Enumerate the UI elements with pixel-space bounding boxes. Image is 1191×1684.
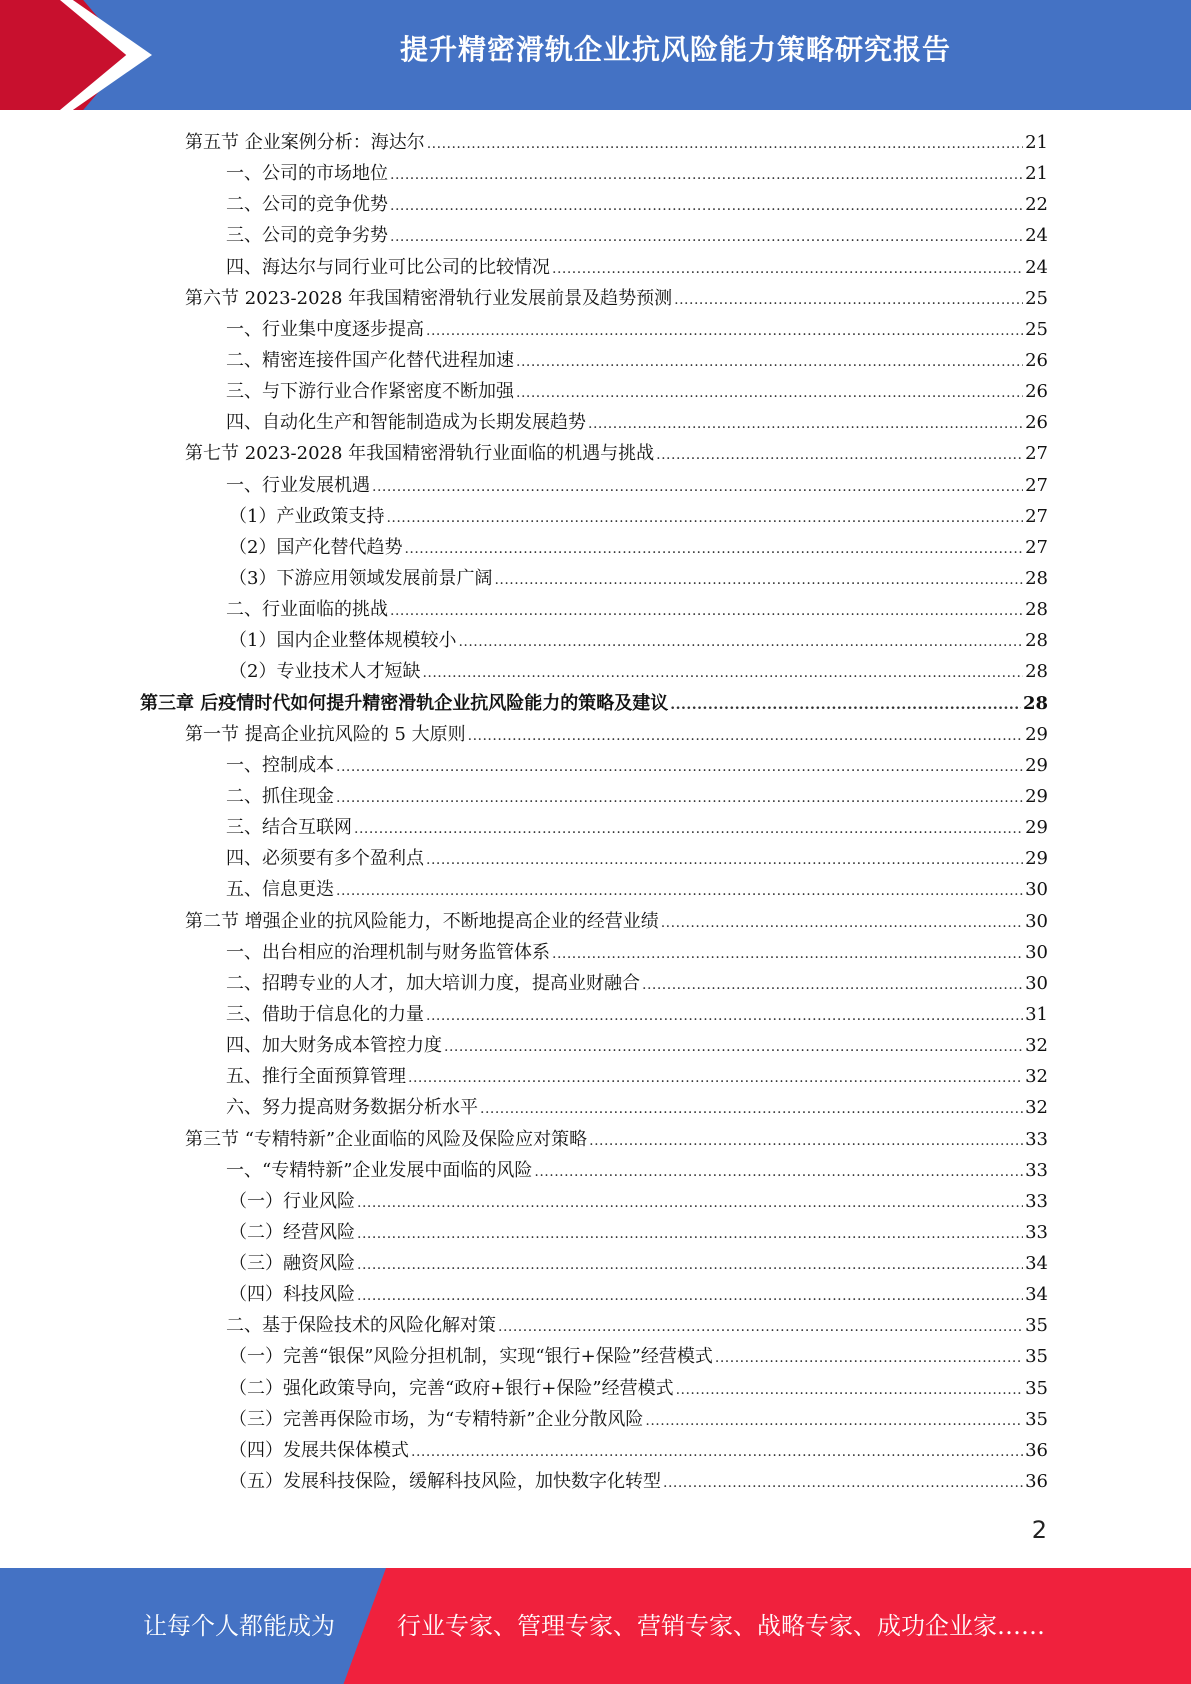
toc-entry-title: 第六节 2023-2028 年我国精密滑轨行业发展前景及趋势预测 [185,287,673,309]
toc-subsection-entry[interactable] [140,470,1048,501]
toc-entry-page-number: 35 [1025,1377,1048,1399]
toc-entry-title: 一、行业发展机遇 [226,474,370,496]
toc-entry-title: 三、借助于信息化的力量 [226,1003,424,1025]
toc-entry-title: 三、结合互联网 [226,817,352,839]
toc-section-entry[interactable] [140,1124,1048,1155]
toc-subsection-entry[interactable] [140,532,1048,563]
toc-entry-page-number: 27 [1025,536,1048,558]
toc-subsection-entry[interactable] [140,563,1048,594]
toc-entry-page-number: 26 [1025,412,1048,434]
toc-entry-title: （1）国内企业整体规模较小 [229,630,457,652]
toc-subsection-entry[interactable] [140,937,1048,968]
toc-entry-title: 一、“专精特新”企业发展中面临的风险 [226,1159,533,1181]
toc-subsection-entry[interactable] [140,189,1048,220]
toc-subsection-entry[interactable] [140,376,1048,407]
toc-entry-title: （三）融资风险 [229,1253,355,1275]
toc-entry-title: 一、控制成本 [226,754,334,776]
toc-dot-leader [516,378,1023,409]
toc-entry-title: 五、信息更迭 [226,879,334,901]
toc-entry-page-number: 27 [1025,505,1048,527]
toc-entry-page-number: 27 [1025,443,1048,465]
toc-entry-page-number: 33 [1025,1128,1048,1150]
toc-entry-title: 二、行业面临的挑战 [226,599,388,621]
toc-dot-leader [427,129,1023,160]
header-red-arrow-decoration [0,0,130,110]
toc-subsection-entry[interactable] [140,1155,1048,1186]
toc-entry-title: （四）科技风险 [229,1284,355,1306]
toc-entry-page-number: 33 [1025,1190,1048,1212]
toc-entry-title: 三、公司的竞争劣势 [226,225,388,247]
toc-entry-page-number: 26 [1025,381,1048,403]
toc-dot-leader [676,1375,1024,1406]
toc-dot-leader [422,658,1023,689]
toc-entry-page-number: 36 [1025,1471,1048,1493]
toc-entry-title: 二、基于保险技术的风险化解对策 [226,1315,496,1337]
toc-entry-page-number: 30 [1025,941,1048,963]
toc-entry-title: （一）完善“银保”风险分担机制，实现“银行+保险”经营模式 [229,1346,713,1368]
toc-dot-leader [390,160,1023,191]
toc-section-entry[interactable] [140,906,1048,937]
toc-subsection-entry[interactable] [140,1435,1048,1466]
toc-dot-leader [408,1063,1023,1094]
toc-subsection-entry[interactable] [140,656,1048,687]
toc-subsection-entry[interactable] [140,781,1048,812]
toc-dot-leader [357,1188,1023,1219]
toc-entry-title: 四、加大财务成本管控力度 [226,1035,442,1057]
toc-entry-page-number: 32 [1025,1097,1048,1119]
toc-dot-leader [357,1250,1023,1281]
toc-entry-title: （一）行业风险 [229,1190,355,1212]
toc-entry-title: 四、必须要有多个盈利点 [226,848,424,870]
toc-subsection-entry[interactable] [140,1186,1048,1217]
toc-entry-title: （3）下游应用领域发展前景广阔 [229,567,493,589]
toc-dot-leader [357,1219,1023,1250]
toc-entry-page-number: 29 [1025,848,1048,870]
toc-entry-title: 第二节 增强企业的抗风险能力，不断地提高企业的经营业绩 [185,910,659,932]
toc-subsection-entry[interactable] [140,1341,1048,1372]
toc-entry-page-number: 31 [1025,1003,1048,1025]
toc-dot-leader [494,565,1023,596]
toc-subsection-entry[interactable] [140,158,1048,189]
toc-entry-title: （三）完善再保险市场，为“专精特新”企业分散风险 [229,1408,644,1430]
table-of-contents [140,127,1048,1497]
page-footer [0,1568,1191,1684]
toc-entry-title: 第一节 提高企业抗风险的 5 大原则 [185,723,466,745]
toc-entry-title: （2）专业技术人才短缺 [229,661,421,683]
toc-entry-page-number: 24 [1025,256,1048,278]
toc-subsection-entry[interactable] [140,345,1048,376]
toc-dot-leader [386,503,1023,534]
toc-entry-page-number: 35 [1025,1346,1048,1368]
page-number: 2 [1031,1516,1047,1544]
toc-subsection-entry[interactable] [140,1092,1048,1123]
toc-dot-leader [411,1437,1023,1468]
toc-entry-page-number: 28 [1025,630,1048,652]
toc-entry-title: 一、公司的市场地位 [226,163,388,185]
toc-entry-title: 一、出台相应的治理机制与财务监管体系 [226,941,550,963]
toc-entry-title: （五）发展科技保险，缓解科技风险，加快数字化转型 [229,1471,661,1493]
toc-entry-page-number: 25 [1025,318,1048,340]
toc-entry-page-number: 32 [1025,1035,1048,1057]
toc-chapter-entry[interactable] [140,688,1048,719]
toc-subsection-entry[interactable] [140,407,1048,438]
toc-dot-leader [336,876,1023,907]
toc-entry-title: 二、精密连接件国产化替代进程加速 [226,349,514,371]
toc-entry-title: （二）强化政策导向，完善“政府+银行+保险”经营模式 [229,1377,674,1399]
toc-entry-title: 四、自动化生产和智能制造成为长期发展趋势 [226,412,586,434]
toc-entry-page-number: 28 [1025,599,1048,621]
toc-entry-page-number: 33 [1025,1221,1048,1243]
toc-subsection-entry[interactable] [140,1217,1048,1248]
toc-entry-title: 第七节 2023-2028 年我国精密滑轨行业面临的机遇与挑战 [185,443,655,465]
toc-subsection-entry[interactable] [140,968,1048,999]
toc-entry-page-number: 26 [1025,349,1048,371]
toc-entry-page-number: 33 [1025,1159,1048,1181]
page-header [0,0,1191,110]
toc-entry-page-number: 34 [1025,1253,1048,1275]
toc-entry-page-number: 28 [1022,692,1048,714]
toc-entry-page-number: 29 [1025,817,1048,839]
toc-dot-leader [663,1468,1023,1499]
toc-entry-page-number: 32 [1025,1066,1048,1088]
toc-dot-leader [468,721,1023,752]
footer-slogan-left: 让每个人都能成为 [143,1612,335,1640]
toc-dot-leader [516,347,1023,378]
toc-entry-title: 第五节 企业案例分析：海达尔 [185,132,425,153]
toc-entry-page-number: 29 [1025,723,1048,745]
toc-entry-title: 五、推行全面预算管理 [226,1066,406,1088]
toc-entry-page-number: 30 [1025,910,1048,932]
toc-entry-page-number: 29 [1025,785,1048,807]
toc-entry-title: 二、公司的竞争优势 [226,194,388,216]
toc-subsection-entry[interactable] [140,1466,1048,1497]
toc-dot-leader [426,316,1023,347]
toc-entry-page-number: 30 [1025,972,1048,994]
toc-dot-leader [444,1032,1023,1063]
toc-dot-leader [715,1343,1023,1374]
toc-entry-page-number: 21 [1025,132,1048,153]
toc-subsection-entry[interactable] [140,625,1048,656]
toc-dot-leader [534,1157,1023,1188]
toc-dot-leader [357,1281,1023,1312]
toc-subsection-entry[interactable] [140,1310,1048,1341]
toc-entry-page-number: 34 [1025,1284,1048,1306]
toc-subsection-entry[interactable] [140,1061,1048,1092]
toc-entry-page-number: 29 [1025,754,1048,776]
toc-subsection-entry[interactable] [140,874,1048,905]
toc-dot-leader [336,752,1023,783]
toc-entry-page-number: 21 [1025,163,1048,185]
toc-section-entry[interactable] [140,127,1048,158]
toc-dot-leader [390,596,1023,627]
toc-subsection-entry[interactable] [140,1030,1048,1061]
toc-entry-title: （二）经营风险 [229,1221,355,1243]
toc-subsection-entry[interactable] [140,1279,1048,1310]
toc-subsection-entry[interactable] [140,314,1048,345]
toc-dot-leader [656,440,1023,471]
toc-entry-title: （四）发展共保体模式 [229,1439,409,1461]
toc-dot-leader [336,783,1023,814]
toc-subsection-entry[interactable] [140,999,1048,1030]
toc-entry-page-number: 25 [1025,287,1048,309]
toc-entry-title: 第三节 “专精特新”企业面临的风险及保险应对策略 [185,1128,588,1150]
toc-dot-leader [354,814,1023,845]
toc-dot-leader [372,472,1023,503]
toc-dot-leader [645,1406,1023,1437]
toc-dot-leader [390,191,1023,222]
toc-dot-leader [661,908,1023,939]
toc-dot-leader [674,285,1023,316]
toc-entry-page-number: 22 [1025,194,1048,216]
toc-subsection-entry[interactable] [140,1404,1048,1435]
toc-dot-leader [404,534,1023,565]
toc-dot-leader [552,254,1023,285]
toc-entry-title: （2）国产化替代趋势 [229,536,403,558]
toc-dot-leader [480,1094,1023,1125]
toc-section-entry[interactable] [140,438,1048,469]
toc-entry-page-number: 35 [1025,1408,1048,1430]
toc-dot-leader [458,627,1023,658]
toc-subsection-entry[interactable] [140,1248,1048,1279]
toc-dot-leader [426,1001,1023,1032]
toc-entry-title: 四、海达尔与同行业可比公司的比较情况 [226,256,550,278]
toc-section-entry[interactable] [140,283,1048,314]
toc-dot-leader [589,1126,1023,1157]
footer-slogan-right: 行业专家、管理专家、营销专家、战略专家、成功企业家…… [397,1612,1045,1640]
toc-dot-leader [498,1312,1023,1343]
toc-dot-leader [552,939,1023,970]
toc-entry-page-number: 28 [1025,567,1048,589]
report-title: 提升精密滑轨企业抗风险能力策略研究报告 [399,33,951,66]
toc-entry-page-number: 36 [1025,1439,1048,1461]
toc-entry-title: 六、努力提高财务数据分析水平 [226,1097,478,1119]
toc-section-entry[interactable] [140,719,1048,750]
toc-subsection-entry[interactable] [140,501,1048,532]
toc-dot-leader [426,845,1023,876]
toc-entry-title: 二、抓住现金 [226,785,334,807]
toc-subsection-entry[interactable] [140,220,1048,251]
toc-entry-title: 二、招聘专业的人才，加大培训力度，提高业财融合 [226,972,640,994]
toc-entry-title: 一、行业集中度逐步提高 [226,318,424,340]
toc-subsection-entry[interactable] [140,843,1048,874]
toc-entry-page-number: 30 [1025,879,1048,901]
toc-entry-page-number: 24 [1025,225,1048,247]
toc-entry-title: （1）产业政策支持 [229,505,385,527]
toc-subsection-entry[interactable] [140,594,1048,625]
toc-subsection-entry[interactable] [140,812,1048,843]
toc-subsection-entry[interactable] [140,750,1048,781]
toc-entry-page-number: 28 [1025,661,1048,683]
toc-subsection-entry[interactable] [140,1373,1048,1404]
toc-dot-leader [390,222,1023,253]
toc-dot-leader [642,970,1023,1001]
toc-dot-leader [588,409,1023,440]
toc-dot-leader [670,690,1021,721]
toc-entry-page-number: 27 [1025,474,1048,496]
toc-entry-page-number: 35 [1025,1315,1048,1337]
toc-entry-title: 三、与下游行业合作紧密度不断加强 [226,381,514,403]
toc-subsection-entry[interactable] [140,252,1048,283]
toc-entry-title: 第三章 后疫情时代如何提升精密滑轨企业抗风险能力的策略及建议 [140,692,669,714]
